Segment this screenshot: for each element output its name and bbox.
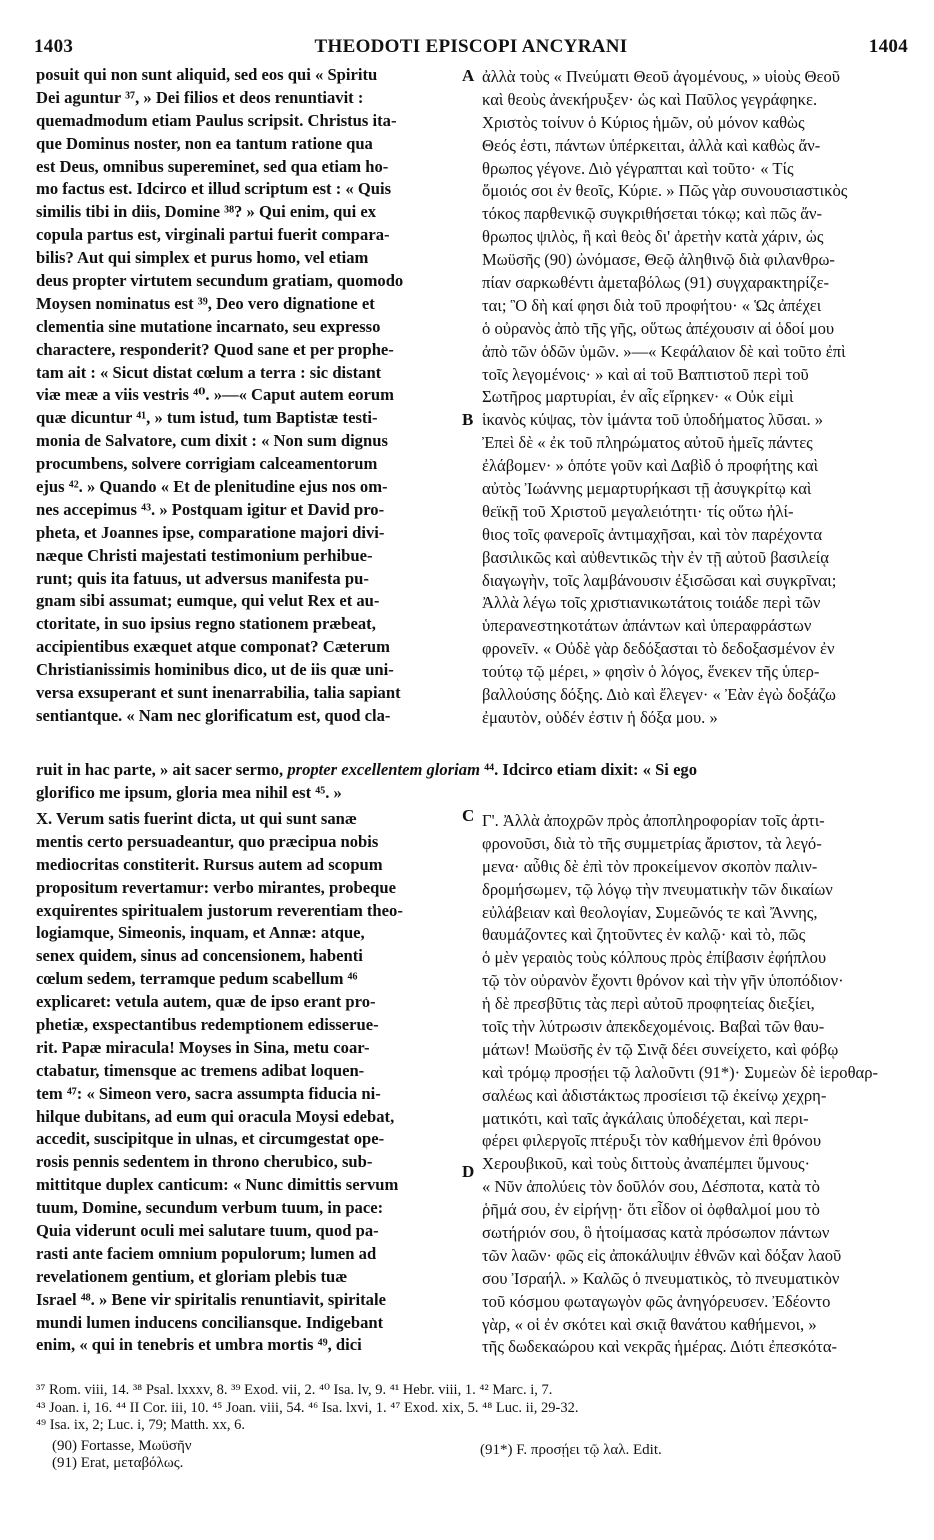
- latin-text-line: quemadmodum etiam Paulus scripsit. Christus ita-: [36, 110, 397, 130]
- margin-letter-c: C: [462, 806, 475, 825]
- greek-text-line: Ἐπεὶ δὲ « ἐκ τοῦ πληρώματος αὐτοῦ ἡμεῖς πάντες: [482, 433, 813, 453]
- latin-text-line: mentis certo persuadeantur, quo præcipua nobis: [36, 831, 379, 851]
- greek-text-line: τῆς δωδεκαώρου καὶ νεκρᾶς ἡμέρας. Διότι ἐπεσκότα-: [482, 1337, 838, 1357]
- page-number-left: 1403: [34, 36, 74, 57]
- greek-text-line: τούτῳ τῷ μέρει, » φησὶν ὁ λόγος, ἕνεκεν τῆς ὑπερ-: [482, 662, 820, 682]
- passage-line-2: glorifico me ipsum, gloria mea nihil est ⁴⁵. »: [36, 782, 342, 802]
- greek-text-line: φέρει φιλεργοῖς πτέρυξι τὸν καθήμενον ἐπὶ θρόνου: [482, 1131, 822, 1151]
- latin-text-line: monia de Salvatore, cum dixit : « Non sum dignus: [36, 431, 388, 451]
- passage-text: ruit in hac parte, » ait sacer sermo,: [36, 760, 288, 779]
- latin-text-line: Quia viderunt oculi mei salutare tuum, quod pa-: [36, 1221, 379, 1241]
- latin-text-line: copula partus est, virginali partui fuerit compara-: [36, 225, 390, 245]
- latin-text-line: revelationem gentium, et gloriam plebis tuæ: [36, 1266, 348, 1286]
- greek-text-line: Χερουβικοῦ, καὶ τοὺς διττοὺς ἀναπέμπει ὕμνους·: [482, 1154, 811, 1174]
- latin-column-bottom: [36, 808, 456, 1357]
- greek-text-line: φρονεῖν. « Οὐδὲ γὰρ δεδόξασται τὸ δεδοξασμένον ἐν: [482, 639, 835, 659]
- greek-text-line: ὁ οὐρανὸς ἀπὸ τῆς γῆς, οὕτως ἀπέχουσιν αἱ ὁδοί μου: [482, 318, 835, 338]
- greek-text-line: βαλλούσης δόξης. Διὸ καὶ ἔλεγεν· « Ἐὰν ἐγὼ δοξάζω: [482, 685, 836, 705]
- greek-text-line: τοῦ κόσμου φωταγωγὸν φῶς ἀνηγόρευσεν. Ἐδέοντο: [482, 1291, 831, 1311]
- greek-text-line: αὐτὸς Ἰωάννης μεμαρτυρήκασι τῇ ἀσυγκρίτῳ καὶ: [482, 479, 812, 499]
- greek-text-line: Σωτῆρος μαρτυρίαι, ἐν αἷς εἴρηκεν· « Οὐκ εἰμὶ: [482, 387, 794, 407]
- greek-text-line: Θεός ἐστι, πάντων ὑπέρκειται, ἀλλὰ καὶ καθὼς ἄν-: [482, 135, 821, 155]
- latin-text-line: accedit, suscipitque in ulnas, et circumgestat ope-: [36, 1129, 385, 1149]
- latin-text-line: ejus ⁴². » Quando « Et de plenitudine ejus nos om-: [36, 477, 388, 497]
- greek-text-line: βασιλικῶς καὶ αὐθεντικῶς τὴν ἐν τῇ αὐτοῦ βασιλείᾳ: [482, 547, 829, 567]
- latin-text-line: phetiæ, exspectantibus redemptionem edisserue-: [36, 1015, 379, 1035]
- greek-text-line: τοῖς λεγομένοις· » καὶ αἱ τοῦ Βαπτιστοῦ περὶ τοῦ: [482, 364, 809, 384]
- reference-line: ⁴⁹ Isa. ix, 2; Luc. i, 79; Matth. xx, 6.: [36, 1417, 246, 1433]
- greek-text-line: ἐμαυτὸν, οὐδέν ἐστιν ἡ δόξα μου. »: [482, 707, 718, 727]
- latin-text-line: deus propter virtutem secundum gratiam, quomodo: [36, 271, 404, 291]
- greek-text-line: Γ'. Ἀλλὰ ἀποχρῶν πρὸς ἀποπληροφορίαν τοῖς ἀρτι-: [482, 811, 825, 830]
- latin-text-line: Christianissimis hominibus dico, ut de iis quæ uni-: [36, 660, 394, 680]
- latin-text-line: mediocritas constiterit. Rursus autem ad scopum: [36, 854, 383, 874]
- footnotes-left: [52, 1438, 192, 1472]
- latin-text-line: viæ meæ a viis vestris ⁴⁰. »—« Caput autem eorum: [36, 385, 394, 405]
- latin-text-line: Dei aguntur ³⁷, » Dei filios et deos renuntiavit :: [36, 87, 364, 107]
- latin-text-line: quæ dicuntur ⁴¹, » tum istud, tum Baptistæ testi-: [36, 408, 378, 428]
- latin-text-line: senex quidem, sinus ad concensionem, habenti: [36, 946, 363, 966]
- margin-letter-b: B: [462, 410, 474, 429]
- greek-text-line: ἀπὸ τῶν ὁδῶν ὑμῶν. »—« Κεφάλαιον δὲ καὶ τοῦτο ἐπὶ: [482, 341, 846, 361]
- margin-letter-a: A: [462, 66, 475, 85]
- latin-text-line: næque Christi majestati testimonium perhibue-: [36, 545, 373, 565]
- passage-italic: propter excellentem gloriam: [287, 760, 480, 779]
- greek-text-line: ματικότι, καὶ ταῖς ἀγκάλαις ὑποδέχεται, καὶ περι-: [482, 1108, 809, 1128]
- greek-text-line: γὰρ, « οἱ ἐν σκότει καὶ σκιᾷ θανάτου καθήμενοι, »: [482, 1314, 817, 1334]
- latin-text-line: runt; quis ita fatuus, ut adversus manifesta pu-: [36, 568, 369, 588]
- greek-column-top: [482, 66, 900, 730]
- greek-text-line: σαλέως καὶ ἀδιστάκτως προσίεισι τῷ ἐκείνῳ χεχρη-: [482, 1085, 827, 1105]
- greek-text-line: θεϊκῇ τοῦ Χριστοῦ μεγαλειότητι· τίς οὕτω ἠλί-: [482, 501, 794, 521]
- running-title: THEODOTI EPISCOPI ANCYRANI: [314, 36, 628, 57]
- latin-text-line: similis tibi in diis, Domine ³⁸? » Qui enim, qui ex: [36, 202, 377, 222]
- greek-text-line: φρονοῦσι, διὰ τὸ τῆς συμμετρίας ἄριστον, τὰ λεγό-: [482, 833, 822, 853]
- greek-text-line: θαυμάζοντες καὶ ζητοῦντες ἐν καλῷ· καὶ τὸ, πῶς: [482, 925, 806, 945]
- latin-text-line: clementia sine mutatione incarnato, seu expresso: [36, 316, 381, 336]
- greek-text-line: ὅμοιός σοι ἐν θεοῖς, Κύριε. » Πῶς γὰρ συνουσιαστικὸς: [482, 181, 848, 201]
- latin-text-line: rasti ante faciem omnium populorum; lumen ad: [36, 1243, 377, 1263]
- greek-text-line: τῷ τὸν οὐρανὸν ἔχοντι θρόνον καὶ τὴν γῆν ὑποπόδιον·: [482, 971, 844, 991]
- greek-text-line: μάτων! Μωϋσῆς ἐν τῷ Σινᾷ δέει συνείχετο, καὶ φόβῳ: [482, 1039, 839, 1059]
- latin-text-line: logiamque, Simeonis, inquam, et Annæ: atque,: [36, 923, 365, 943]
- latin-text-line: tuum, Domine, secundum verbum tuum, in pace:: [36, 1198, 384, 1218]
- greek-text-line: τῶν λαῶν· φῶς εἰς ἀποκάλυψιν ἐθνῶν καὶ δόξαν λαοῦ: [482, 1245, 842, 1265]
- greek-text-line: τοῖς τὴν λύτρωσιν ἀπεκδεχομένοις. Βαβαὶ τῶν θαυ-: [482, 1017, 825, 1037]
- latin-text-line: explicaret: vetula autem, quæ de ipso erant pro-: [36, 992, 376, 1012]
- reference-line: ⁴³ Joan. i, 16. ⁴⁴ II Cor. iii, 10. ⁴⁵ Joan. viii, 54. ⁴⁶ Isa. lxvi, 1. ⁴⁷ Exod. xix, 5. ⁴⁸ Luc. ii, 29-32.: [36, 1399, 579, 1416]
- greek-text-line: πίαν σαρκωθέντι ἀμεταβόλως (91) συγχαρακτηρίζε-: [482, 273, 830, 293]
- latin-text-line: tam ait : « Sicut distat cœlum a terra : sic distant: [36, 362, 382, 382]
- latin-text-line: mittitque duplex canticum: « Nunc dimittis servum: [36, 1175, 399, 1195]
- latin-text-line: enim, « qui in tenebris et umbra mortis ⁴⁹, dici: [36, 1335, 362, 1355]
- latin-text-line: gnam sibi assumat; eumque, qui velut Rex et au-: [36, 591, 380, 611]
- latin-text-line: ctoritate, in suo ipsius regno stationem præbeat,: [36, 614, 376, 634]
- greek-text-line: « Νῦν ἀπολύεις τὸν δοῦλόν σου, Δέσποτα, κατὰ τὸ: [482, 1177, 820, 1197]
- latin-text-line: propositum revertamur: verbo mirantes, probeque: [36, 877, 396, 897]
- greek-text-line: Ἀλλὰ λέγω τοῖς χριστιανικωτάτοις τοιάδε περὶ τῶν: [482, 593, 821, 613]
- latin-text-line: mo factus est. Idcirco et illud scriptum est : « Quis: [36, 179, 392, 199]
- margin-letter-d: D: [462, 1162, 475, 1181]
- full-width-passage: [36, 758, 902, 804]
- latin-text-line: ctabatur, timensque ac tremens adibat loquen-: [36, 1060, 365, 1080]
- reference-line: ³⁷ Rom. viii, 14. ³⁸ Psal. lxxxv, 8. ³⁹ Exod. vii, 2. ⁴⁰ Isa. lv, 9. ⁴¹ Hebr. viii, 1. ⁴² Marc. i, 7.: [36, 1382, 553, 1398]
- latin-text-line: bilis? Aut qui simplex et purus homo, vel etiam: [36, 248, 369, 268]
- latin-text-line: hilque dubitans, ad eum qui oracula Moysi edebat,: [36, 1106, 395, 1126]
- latin-text-line: accipientibus exæquet atque componat? Cæterum: [36, 637, 390, 657]
- latin-text-line: rit. Papæ miracula! Moyses in Sina, metu coar-: [36, 1037, 370, 1057]
- greek-text-line: ὁ μὲν γεραιὸς τοὺς κόλπους πρὸς ἐπίβασιν ἐφήπλου: [482, 948, 827, 968]
- greek-text-line: θρωπος ψιλὸς, ἢ καὶ θεὸς δι' ἀρετὴν κατὰ χάριν, ὡς: [482, 227, 824, 247]
- latin-text-line: charactere, responderit? Quod sane et per prophe-: [36, 339, 394, 359]
- greek-text-line: Χριστὸς τοίνυν ὁ Κύριος ἡμῶν, οὐ μόνον καθὼς: [482, 112, 805, 132]
- greek-text-line: ῥῆμά σου, ἐν εἰρήνῃ· ὅτι εἶδον οἱ ὀφθαλμοί μου τὸ: [482, 1200, 820, 1220]
- greek-text-line: μενα· αὖθις δὲ ἐπὶ τὸν προκείμενον σκοπὸν παλιν-: [482, 856, 818, 876]
- latin-text-line: Israel ⁴⁸. » Bene vir spiritalis renuntiavit, spiritale: [36, 1289, 386, 1309]
- latin-text-line: posuit qui non sunt aliquid, sed eos qui « Spiritu: [36, 65, 378, 84]
- running-header: [34, 36, 908, 62]
- latin-text-line: mundi lumen inducens conciliansque. Indigebant: [36, 1312, 384, 1332]
- latin-text-line: exquirentes spiritualem justorum reverentiam theo-: [36, 900, 403, 920]
- greek-text-line: θρωπος γέγονε. Διὸ γέγραπται καὶ τοῦτο· « Τίς: [482, 158, 794, 178]
- greek-text-line: σου Ἰσραήλ. » Καλῶς ὁ πνευματικὸς, τὸ πνευματικὸν: [482, 1268, 840, 1288]
- latin-text-line: que Dominus noster, non ea tantum ratione qua: [36, 133, 373, 153]
- latin-text-line: nes accepimus ⁴³. » Postquam igitur et David pro-: [36, 499, 385, 519]
- latin-text-line: rosis pennis sedentem in throno cherubico, sub-: [36, 1152, 373, 1172]
- latin-text-line: versa exsuperant et sunt inenarrabilia, talia sapiant: [36, 683, 401, 703]
- greek-text-line: σωτήριόν σου, ὃ ἡτοίμασας κατὰ πρόσωπον πάντων: [482, 1223, 830, 1243]
- greek-text-line: ἐλάβομεν· » ὁπότε γοῦν καὶ Δαβὶδ ὁ προφήτης καὶ: [482, 456, 819, 476]
- latin-text-line: est Deus, omnibus supereminet, sed qua etiam ho-: [36, 156, 389, 176]
- greek-column-bottom: [482, 810, 900, 1359]
- footnote-91-star: (91*) F. προσῄει τῷ λαλ. Edit.: [480, 1442, 662, 1458]
- greek-text-line: δρομήσωμεν, τῷ λόγῳ τὴν πνευματικὴν τῶν δικαίων: [482, 879, 833, 899]
- greek-text-line: τόκος παρθενικῷ συγκριθήσεται τόκῳ; καὶ πῶς ἄν-: [482, 204, 823, 224]
- greek-text-line: ὑπερανεστηκοτάτων ἁπάντων καὶ ὑπεραφράστων: [482, 616, 812, 636]
- page-number-right: 1404: [868, 36, 908, 57]
- greek-text-line: Μωϋσῆς (90) ὠνόμασε, Θεῷ ἀληθινῷ διὰ φιλανθρω-: [482, 250, 835, 270]
- scripture-references: [36, 1382, 906, 1435]
- greek-text-line: θιος τοῖς φανεροῖς ἀντιμαχῆσαι, καὶ τὸν παρέχοντα: [482, 524, 823, 544]
- latin-text-line: sentiantque. « Nam nec glorificatum est, quod cla-: [36, 705, 391, 725]
- latin-text-line: cœlum sedem, terramque pedum scabellum ⁴⁶: [36, 969, 358, 989]
- greek-text-line: ἡ δὲ πρεσβῦτις τὰς περὶ αὐτοῦ προφητείας διεξίει,: [482, 994, 815, 1014]
- greek-text-line: διαγωγὴν, τοῖς λαμβάνουσιν ἐξισῶσαι καὶ συγκρῖναι;: [482, 570, 837, 590]
- latin-column-top: [36, 64, 456, 728]
- latin-text-line: procumbens, solvere corrigiam calceamentorum: [36, 454, 378, 474]
- greek-text-line: καὶ θεοὺς ἀνεκήρυξεν· ὡς καὶ Παῦλος γεγράφηκε.: [482, 89, 818, 109]
- greek-text-line: καὶ τρόμῳ προσῄει τῷ λαλοῦντι (91*)· Συμεὼν δὲ ἱεροθαρ-: [482, 1062, 879, 1082]
- latin-text-line: Moysen nominatus est ³⁹, Deo vero dignatione et: [36, 293, 375, 313]
- footnote-91: (91) Erat, μεταβόλως.: [52, 1455, 184, 1471]
- greek-text-line: ἀλλὰ τοὺς « Πνεύματι Θεοῦ ἀγομένους, » υἱοὺς Θεοῦ: [482, 67, 841, 86]
- passage-text-end: ⁴⁴. Idcirco etiam dixit: « Si ego: [479, 760, 698, 779]
- greek-text-line: ται; Ὃ δὴ καί φησι διὰ τοῦ προφήτου· « Ὡς ἀπέχει: [482, 295, 822, 315]
- footnote-90: (90) Fortasse, Μωϋσῆν: [52, 1438, 192, 1454]
- latin-text-line: X. Verum satis fuerint dicta, ut qui sunt sanæ: [36, 809, 357, 828]
- greek-text-line: ἱκανὸς κύψας, τὸν ἱμάντα τοῦ ὑποδήματος λῦσαι. »: [482, 410, 824, 430]
- latin-text-line: tem ⁴⁷: « Simeon vero, sacra assumpta fiducia ni-: [36, 1083, 381, 1103]
- latin-text-line: pheta, et Joannes ipse, comparatione majori divi-: [36, 522, 385, 542]
- greek-text-line: εὐλάβειαν καὶ θεολογίαν, Συμεῶνός τε καὶ Ἄννης,: [482, 902, 818, 922]
